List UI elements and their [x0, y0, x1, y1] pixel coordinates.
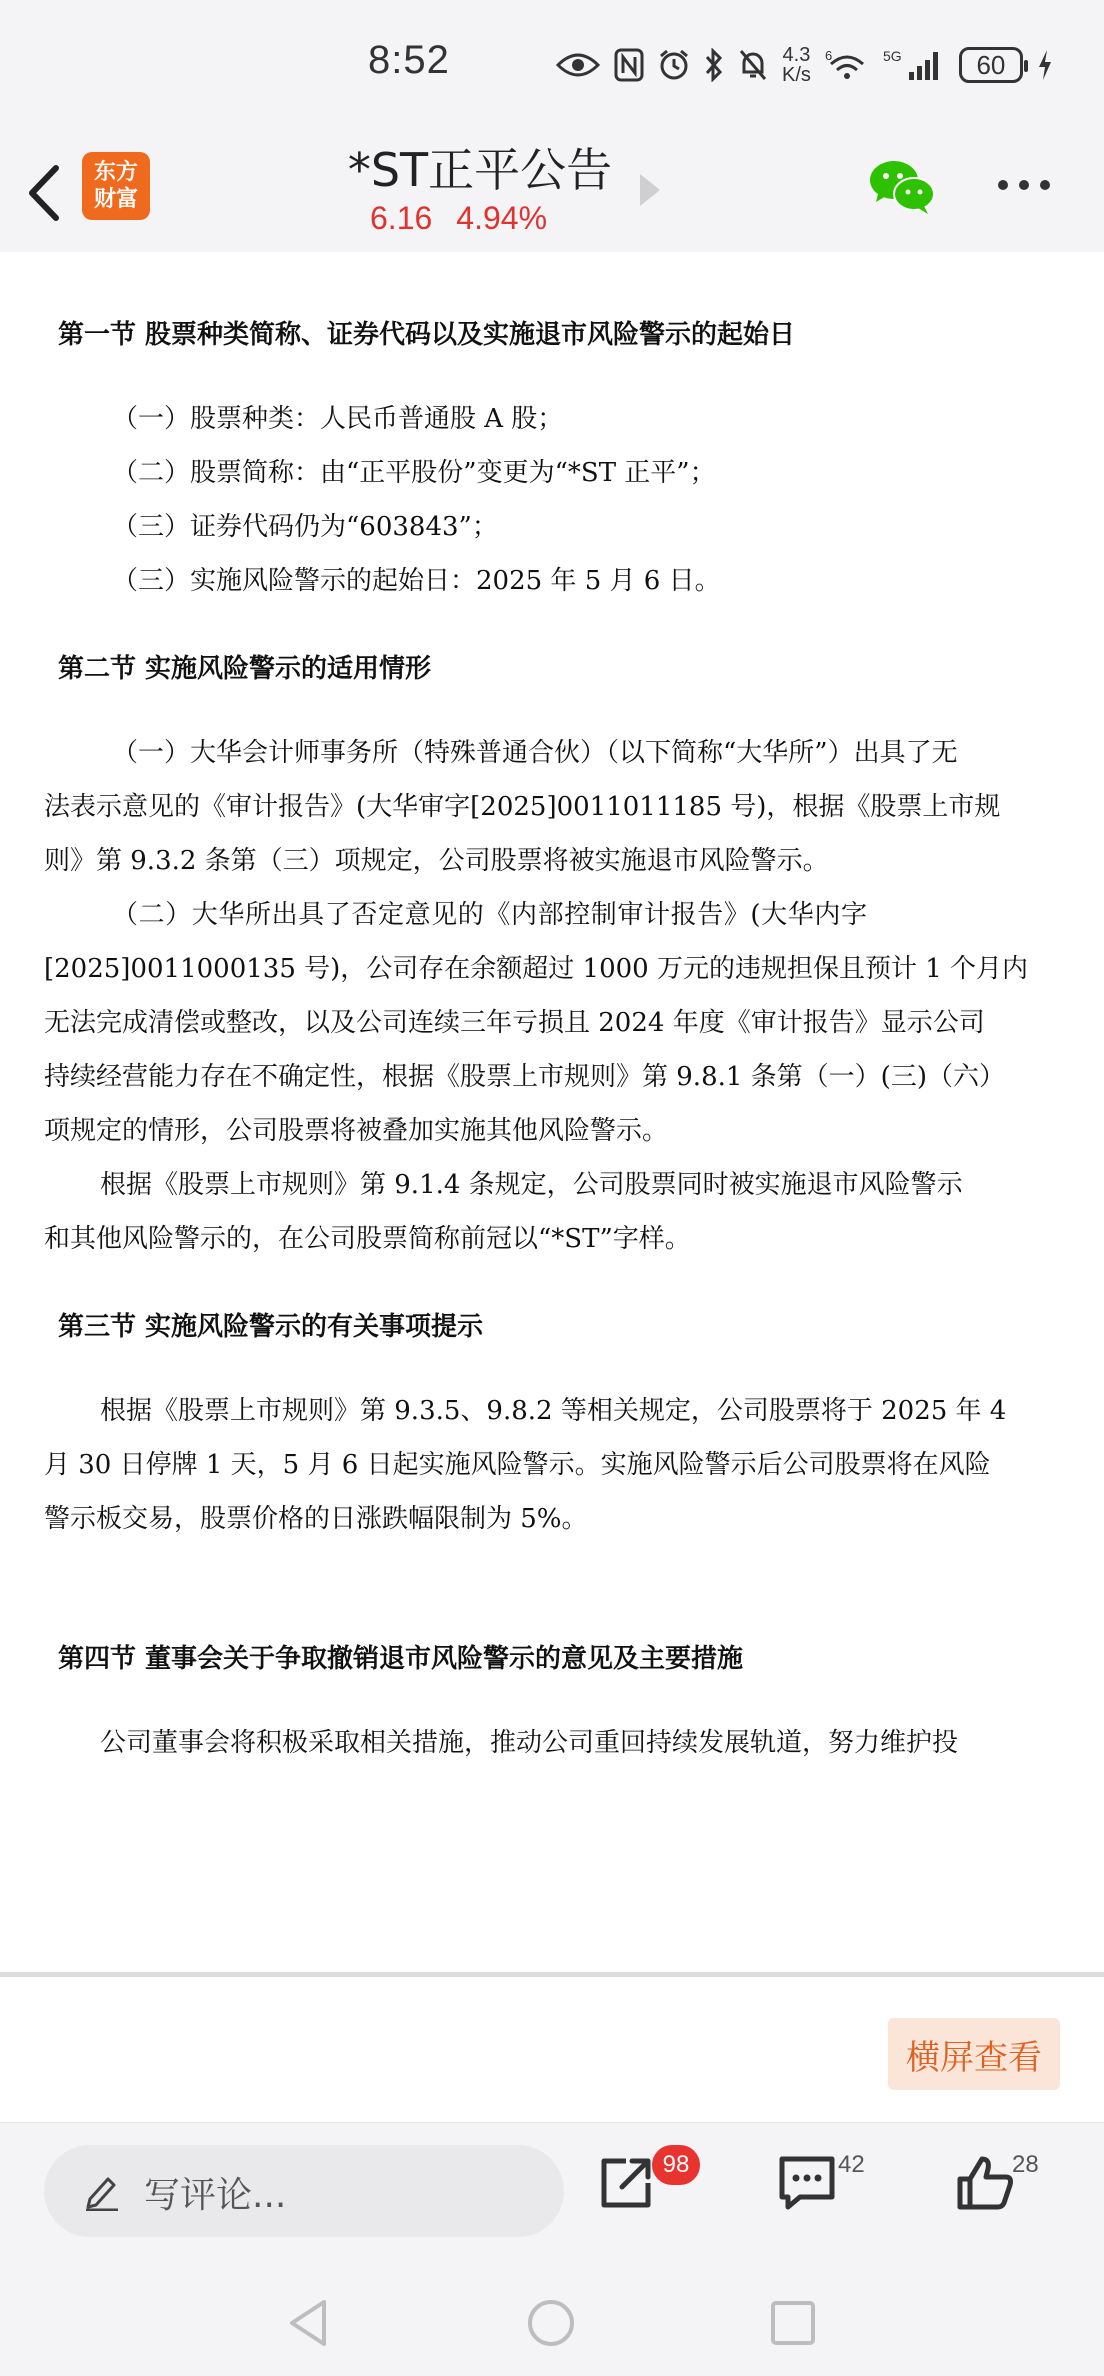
net-speed: 4.3 K/s — [782, 44, 811, 86]
doc-line: （一）股票种类：人民币普通股 A 股； — [112, 404, 564, 434]
section-heading: 第一节 股票种类简称、证券代码以及实施退市风险警示的起始日 — [58, 320, 796, 350]
stock-change: 4.94% — [456, 200, 548, 236]
system-nav-bar — [0, 2262, 1104, 2376]
signal-5g-icon — [883, 48, 945, 82]
doc-line: 根据《股票上市规则》第 9.1.4 条规定，公司股票同时被实施退市风险警示 — [100, 1170, 963, 1200]
alarm-icon — [658, 48, 690, 82]
mute-bell-icon — [738, 48, 768, 82]
doc-line: 公司董事会将积极采取相关措施，推动公司重回持续发展轨道，努力维护投 — [100, 1728, 959, 1758]
bluetooth-icon — [704, 48, 724, 82]
app-header — [0, 134, 1104, 253]
doc-line: 警示板交易，股票价格的日涨跌幅限制为 5%。 — [44, 1504, 588, 1534]
back-arrow-icon[interactable] — [22, 160, 66, 226]
pen-icon — [84, 2171, 120, 2211]
doc-line: 无法完成清偿或整改，以及公司连续三年亏损且 2024 年度《审计报告》显示公司 — [44, 1008, 985, 1038]
doc-line: 和其他风险警示的，在公司股票简称前冠以“*ST”字样。 — [44, 1224, 691, 1254]
nav-recents-icon[interactable] — [770, 2300, 816, 2346]
share-icon[interactable] — [596, 2153, 656, 2213]
like-count: 28 — [1012, 2151, 1039, 2178]
bottom-action-bar — [0, 2122, 1104, 2263]
landscape-view-button[interactable]: 横屏查看 — [888, 2018, 1060, 2090]
wechat-icon[interactable] — [868, 156, 936, 218]
svg-text:5G: 5G — [882, 48, 902, 64]
doc-line: 法表示意见的《审计报告》(大华审字[2025]0011011185 号)，根据《股票上市规 — [44, 792, 1001, 822]
more-dots-icon[interactable] — [996, 178, 1052, 192]
app-logo[interactable]: 东方 财富 — [82, 152, 150, 220]
expand-arrow-icon[interactable] — [640, 174, 660, 206]
thumbs-up-icon[interactable] — [954, 2153, 1016, 2213]
section-heading: 第四节 董事会关于争取撤销退市风险警示的意见及主要措施 — [58, 1644, 744, 1674]
share-badge: 98 — [652, 2145, 700, 2185]
comment-input[interactable] — [44, 2145, 564, 2237]
svg-text:6: 6 — [824, 48, 833, 63]
doc-line: [2025]0011000135 号)，公司存在余额超过 1000 万元的违规担保且预计 1 个月内 — [44, 954, 1029, 984]
doc-line: （三）证券代码仍为“603843”； — [112, 512, 498, 542]
nav-home-icon[interactable] — [526, 2298, 576, 2348]
comment-placeholder: 写评论... — [144, 2175, 287, 2216]
doc-line: （一）大华会计师事务所（特殊普通合伙）（以下简称“大华所”）出具了无 — [112, 738, 958, 768]
stock-price: 6.16 — [370, 200, 433, 236]
stock-quote[interactable] — [370, 200, 571, 237]
doc-line: 月 30 日停牌 1 天，5 月 6 日起实施风险警示。实施风险警示后公司股票将在风险 — [44, 1450, 991, 1480]
status-time: 8:52 — [368, 38, 450, 82]
doc-line: （三）实施风险警示的起始日：2025 年 5 月 6 日。 — [112, 566, 721, 596]
battery-indicator: 60 — [959, 47, 1023, 83]
wifi-icon — [825, 48, 869, 82]
section-heading: 第二节 实施风险警示的适用情形 — [58, 654, 432, 684]
status-bar — [0, 0, 1104, 134]
doc-line: 则》第 9.3.2 条第（三）项规定，公司股票将被实施退市风险警示。 — [44, 846, 829, 876]
comment-count: 42 — [838, 2151, 865, 2178]
status-icons — [556, 40, 1053, 90]
announcement-document — [0, 252, 1104, 1972]
doc-line: 项规定的情形，公司股票将被叠加实施其他风险警示。 — [44, 1116, 669, 1146]
nav-back-icon[interactable] — [286, 2298, 330, 2348]
nfc-icon — [614, 48, 644, 82]
doc-line: 根据《股票上市规则》第 9.3.5、9.8.2 等相关规定，公司股票将于 2025 年 4 — [100, 1396, 1007, 1426]
section-heading: 第三节 实施风险警示的有关事项提示 — [58, 1312, 484, 1342]
comment-icon[interactable] — [776, 2153, 838, 2213]
charging-icon — [1037, 48, 1053, 82]
doc-line: 持续经营能力存在不确定性，根据《股票上市规则》第 9.8.1 条第（一）(三)（六） — [44, 1062, 1005, 1092]
eye-icon — [556, 50, 600, 80]
doc-line: （二）大华所出具了否定意见的《内部控制审计报告》(大华内字 — [112, 900, 868, 930]
page-title: *ST正平公告 — [347, 143, 613, 197]
content-divider — [0, 1972, 1104, 1977]
doc-line: （二）股票简称：由“正平股份”变更为“*ST 正平”； — [112, 458, 716, 488]
